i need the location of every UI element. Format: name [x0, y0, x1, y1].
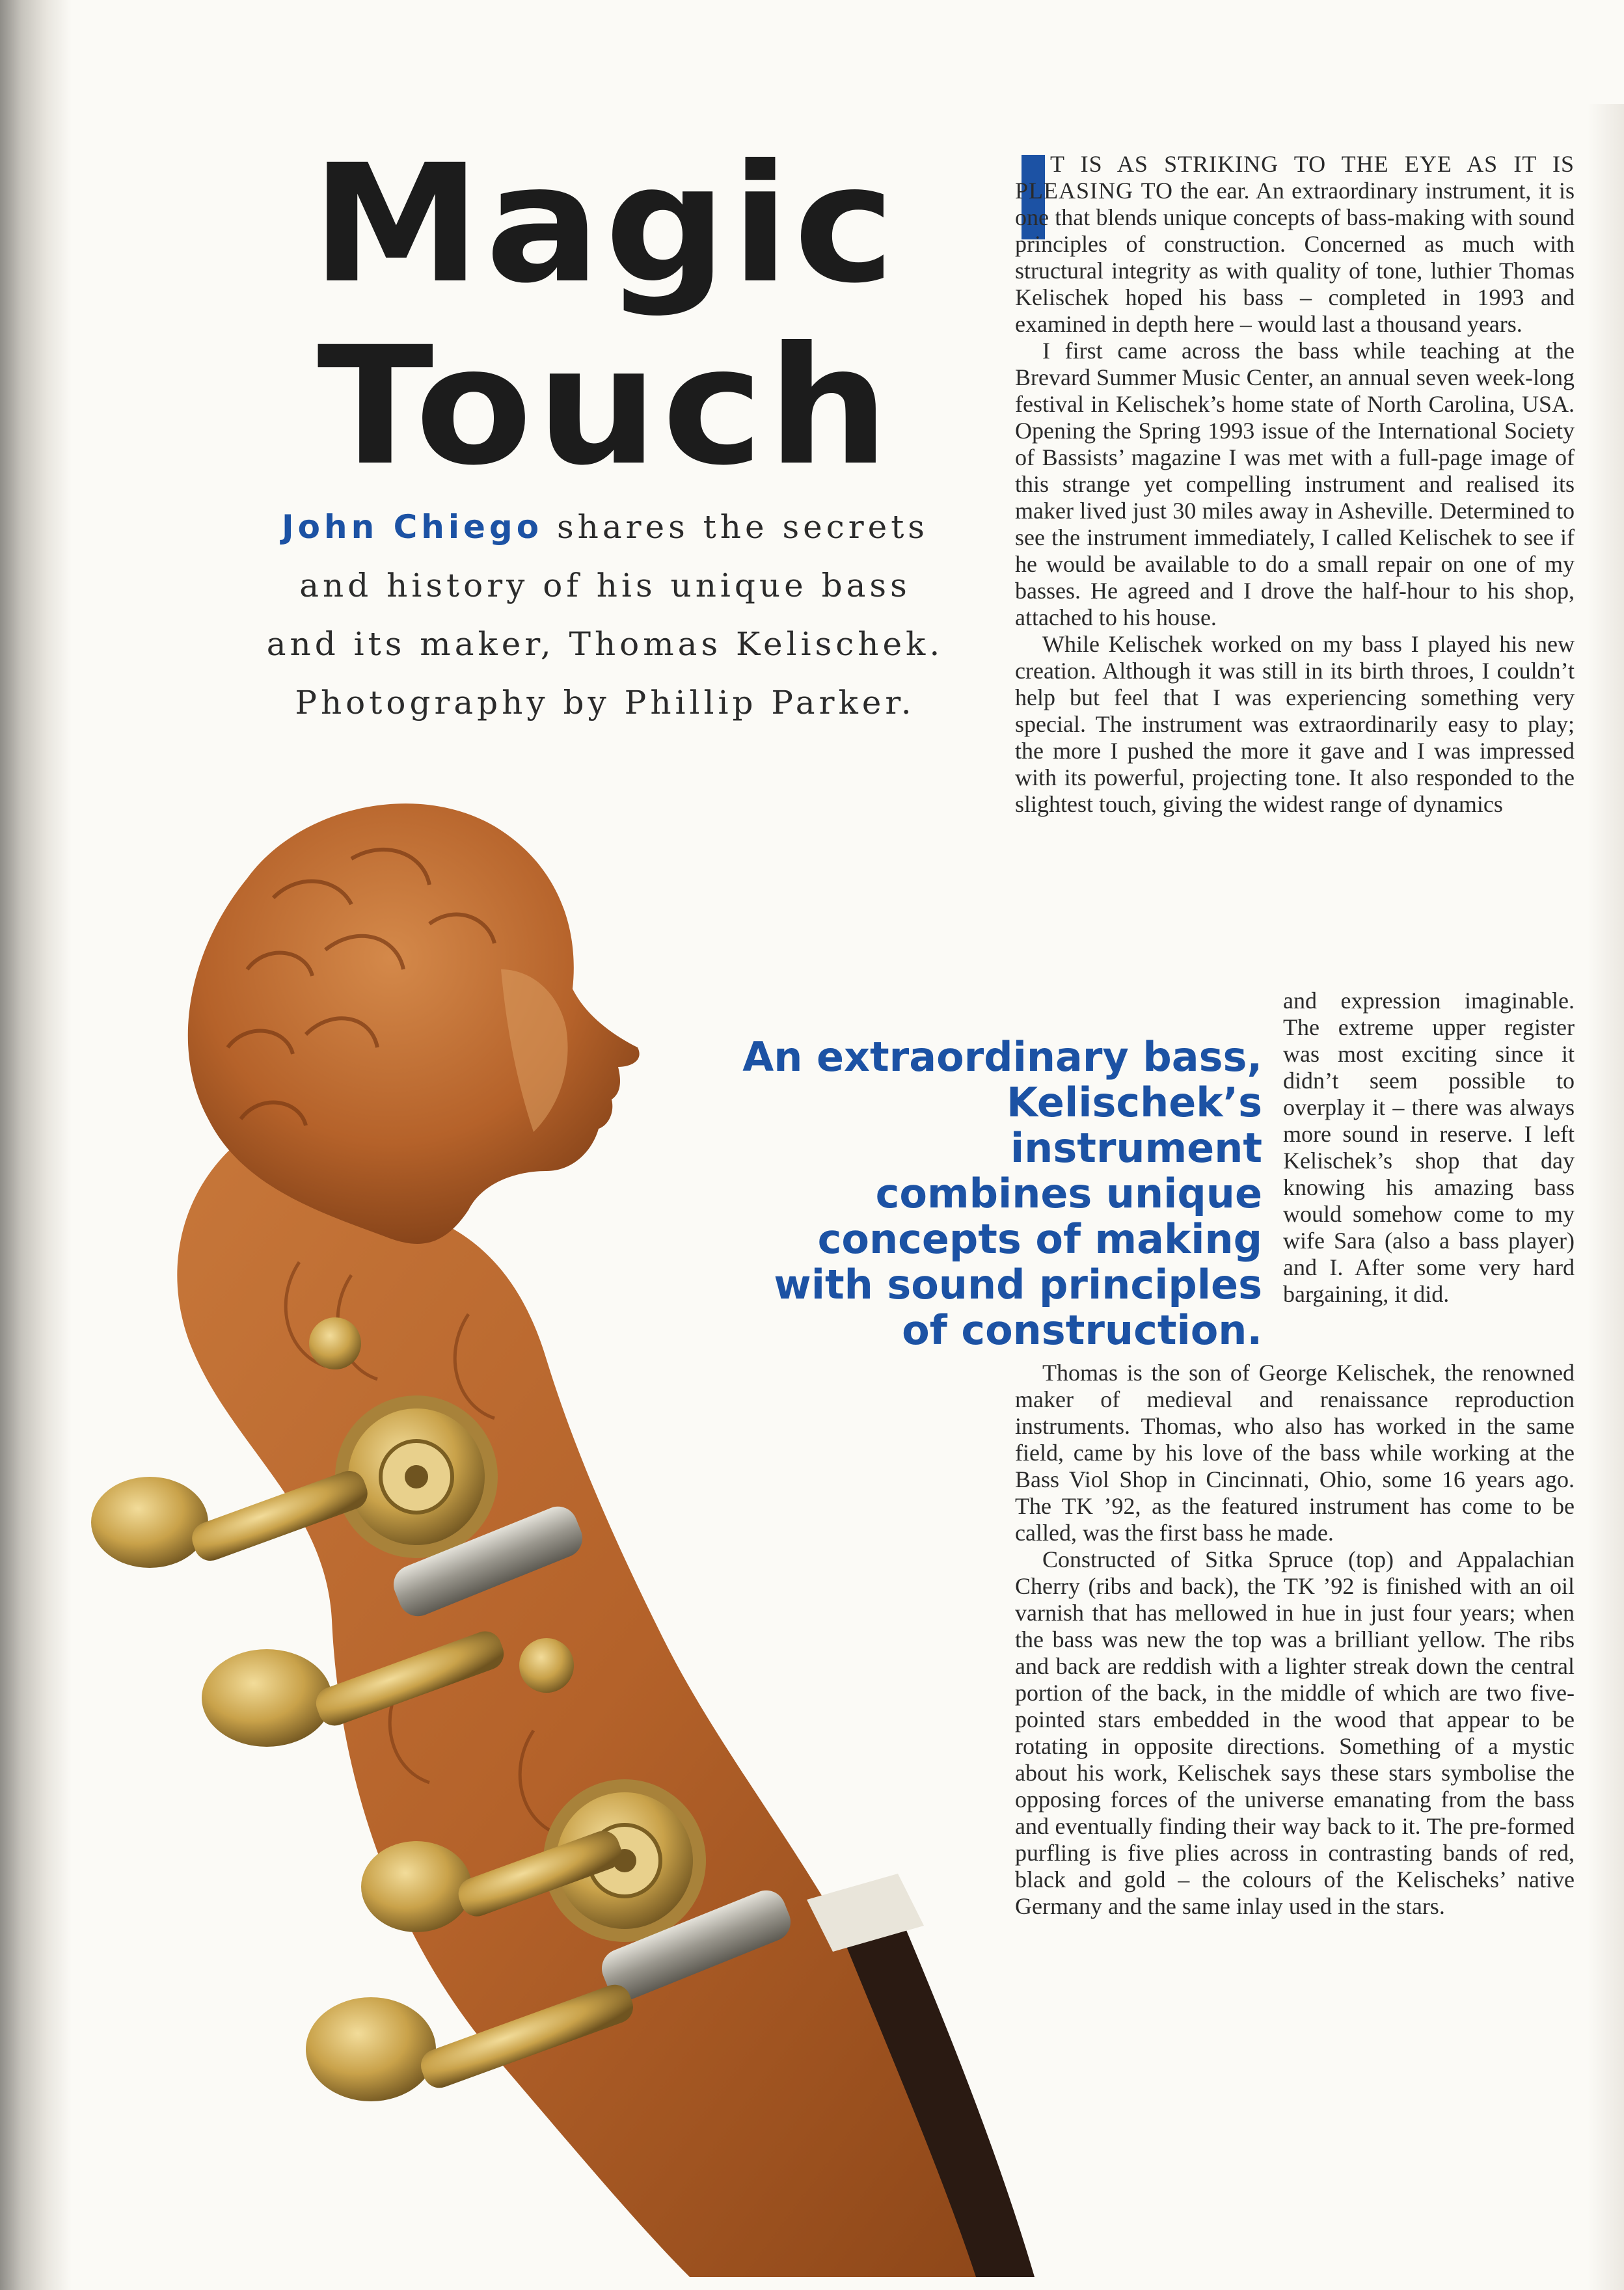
page-edge-shadow	[1588, 104, 1624, 2290]
paragraph-2: I first came across the bass while teaching at the Brevard Summer Music Center, an annual seven week-long festival in Kelischek’s home state of North Carolina, USA. Opening the Spring 1993 issue of the International Society of Bassists’ magazine I was met with a full-page image of this strange yet compelling instrument and realised its maker lived just 30 miles away in Asheville. Determined to see the instrument immediately, I called Kelischek to see if he would be available to do a small repair on one of my basses. He agreed and I drove the half-hour to his shop, attached to his house.	[1015, 338, 1575, 630]
title-line-2: Touch	[317, 312, 893, 501]
paragraph-4: Thomas is the son of George Kelischek, the renowned maker of medieval and renaissance reproduction instruments. Thomas, who also has worked in the same field, came by his love of the bass while working at the Bass Viol Shop in Cincinnati, Ohio, some 16 years ago. The TK ’92, as the featured instrument has come to be called, was the first bass he made.	[1015, 1360, 1575, 1546]
pull-quote: An extraordinary bass, Kelischek’s instrument combines unique concepts of making with sound principles of construction.	[742, 1033, 1262, 1354]
paragraph-1-text: the ear. An extraordinary instrument, it is one that blends unique concepts of bass-making with sound principles of construction. Concerned as much with structural integrity as with quality of tone, luthier Thomas Kelischek hoped his bass – completed in 1993 and examined in depth here – would last a thousand years.	[1015, 178, 1575, 337]
paragraph-1	[1015, 151, 1575, 338]
paragraph-3a: While Kelischek worked on my bass I played his new creation. Although it was still in its birth throes, I couldn’t help but feel that I was experiencing something very special. The instrument was extraordinarily easy to play; the more I pushed the more it gave and I was impressed with its powerful, projecting tone. It also responded to the slightest touch, giving the widest range of dynamics	[1015, 631, 1575, 817]
paragraph-3b: and expression imaginable. The extreme upper register was most exciting since it didn’t seem possible to overplay it – there was always more sound in reserve. I left Kelischek’s shop that day knowing his amazing bass would somehow come to my wife Sara (also a bass player) and I. After some very hard bargaining, it did.	[1283, 988, 1575, 1307]
paragraph-5: Constructed of Sitka Spruce (top) and Appalachian Cherry (ribs and back), the TK ’92 is finished with an oil varnish that has mellowed in hue in just four years; when the bass was new the top was a brilliant yellow. The ribs and back are reddish with a lighter streak down the central portion of the back, in the middle of which are two five-pointed stars embedded in the wood that appear to be rotating in opposite directions. Something of a mystic about his work, Kelischek says these stars symbolise the opposing forces of the universe emanating from the bass and eventually finding their way back to it. The pre-formed purfling is five plies across in contrasting bands of red, black and gold – the colours of the Kelischeks’ native Germany and the same inlay used in the stars.	[1015, 1546, 1575, 1919]
body-column-bottom	[1015, 1360, 1575, 1920]
title-line-1: Magic	[311, 129, 899, 319]
paragraph-1-lead: T IS AS STRIKING TO THE EYE AS IT IS PLEASING TO	[1015, 151, 1575, 204]
body-column-top	[1015, 151, 1575, 818]
standfirst-text: shares the secrets and history of his unique bass and its maker, Thomas Kelischek. Photography by Phillip Parker.	[266, 508, 944, 721]
standfirst	[260, 498, 950, 732]
bass-scroll-photo	[78, 755, 1067, 2277]
article-title	[271, 129, 940, 501]
author-name: John Chiego	[282, 508, 543, 546]
binding-shadow	[0, 0, 72, 2290]
body-column-narrow	[1283, 988, 1575, 1308]
